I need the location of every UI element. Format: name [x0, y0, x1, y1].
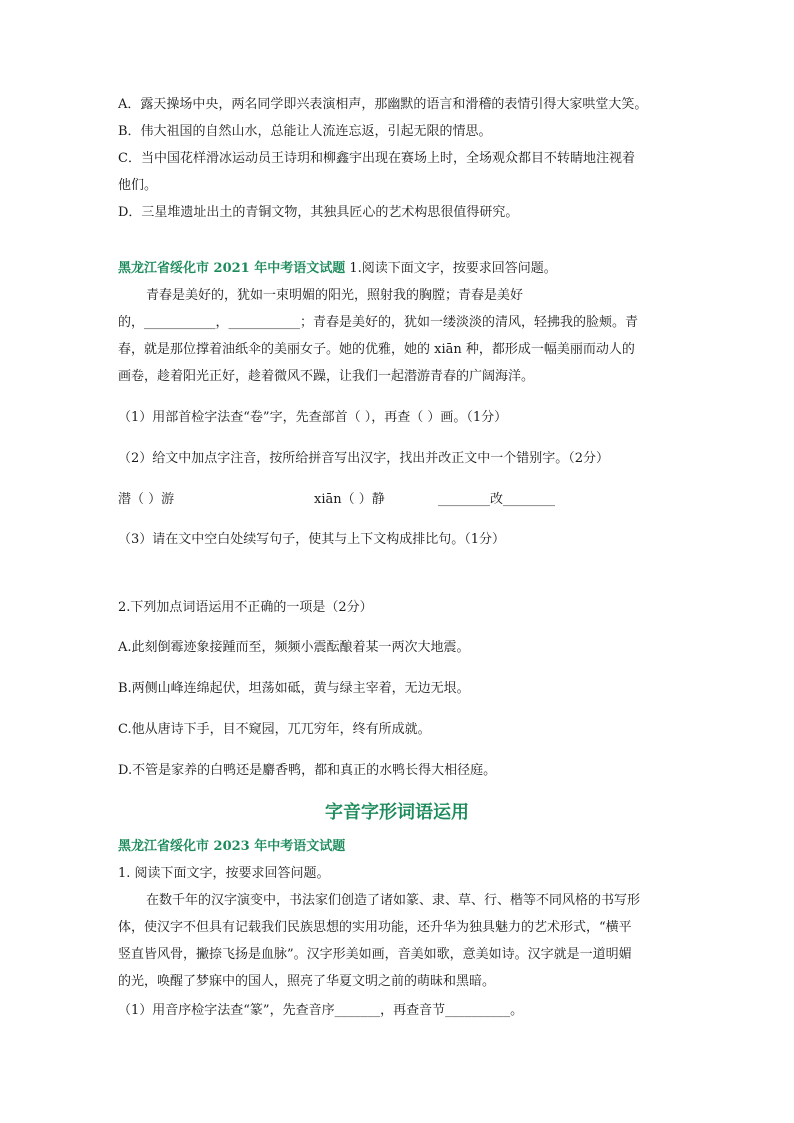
option-c-line1: C．当中国花样滑冰运动员王诗玥和柳鑫宇出现在赛场上时，全场观众都目不转睛地注视着 [118, 151, 635, 166]
q2-option-d: D.不管是家养的白鸭还是麝香鸭，都和真正的水鸭长得大相径庭。 [118, 763, 497, 778]
q2-option-a: A.此刻倒霉迹象接踵而至，频频小震酝酿着某一两次大地震。 [118, 640, 470, 655]
sub-question-1: （1）用音序检字法查“篆”，先查音序_______，再查音节__________。 [118, 1003, 524, 1018]
question-intro: 1. 阅读下面文字，按要求回答问题。 [118, 866, 330, 881]
question-intro: 1.阅读下面文字，按要求回答问题。 [345, 261, 557, 276]
sub-question-2: （2）给文中加点字注音，按所给拼音写出汉字，找出并改正文中一个错别字。（2分） [118, 451, 610, 466]
fill-correct: ________改________ [438, 492, 556, 507]
fill-qian: 潜（ ）游 [118, 492, 175, 507]
passage-line: 春，就是那位撑着油纸伞的美丽女子。她的优雅，她的 xiān 种，都形成一幅美丽而动人的 [118, 342, 635, 357]
question-2: 2.下列加点词语运用不正确的一项是（2分） [118, 600, 373, 615]
exam-source: 黑龙江省绥化市 2021 年中考语文试题 [118, 261, 346, 276]
passage-line: 的光，唤醒了梦寐中的国人，照亮了华夏文明之前的萌昧和黑暗。 [118, 974, 496, 989]
option-d: D．三星堆遗址出土的青铜文物，其独具匠心的艺术构思很值得研究。 [118, 205, 519, 220]
option-b: B．伟大祖国的自然山水，总能让人流连忘返，引起无限的情思。 [118, 124, 492, 139]
exam-source: 黑龙江省绥化市 2023 年中考语文试题 [118, 839, 346, 854]
q2-option-b: B.两侧山峰连绵起伏，坦荡如砥，黄与绿主宰着，无边无垠。 [118, 681, 470, 696]
section-heading: 字音字形词语运用 [325, 802, 469, 823]
passage-line: 体，使汉字不但具有记载我们民族思想的实用功能，还升华为独具魅力的艺术形式，“横平 [118, 920, 632, 935]
fill-xian: xiān（ ）静 [314, 492, 385, 507]
passage-line: 画卷，趁着阳光正好，趁着微风不躁，让我们一起潜游青春的广阔海洋。 [118, 369, 535, 384]
passage-line: 竖直皆风骨，撇捺飞扬是血脉”。汉字形美如画，音美如歌，意美如诗。汉字就是一道明媚 [118, 947, 632, 962]
passage-line: 青春是美好的，犹如一束明媚的阳光，照射我的胸膛；青春是美好 [146, 288, 524, 303]
passage-line: 的，___________，___________；青春是美好的，犹如一缕淡淡的清风，轻拂我的脸颊。青 [118, 315, 639, 330]
sub-question-1: （1）用部首检字法查“卷”字，先查部首（ ），再查（ ）画。（1分） [118, 410, 508, 425]
q2-option-c: C.他从唐诗下手，目不窥园，兀兀穷年，终有所成就。 [118, 722, 431, 737]
question-header [118, 260, 557, 278]
option-a: A．露天操场中央，两名同学即兴表演相声，那幽默的语言和滑稽的表情引得大家哄堂大笑。 [118, 97, 648, 112]
passage-line: 在数千年的汉字演变中，书法家们创造了诸如篆、隶、草、行、楷等不同风格的书写形 [146, 893, 641, 908]
option-c-line2: 他们。 [118, 178, 158, 193]
sub-question-3: （3）请在文中空白处续写句子，使其与上下文构成排比句。（1分） [118, 532, 506, 547]
